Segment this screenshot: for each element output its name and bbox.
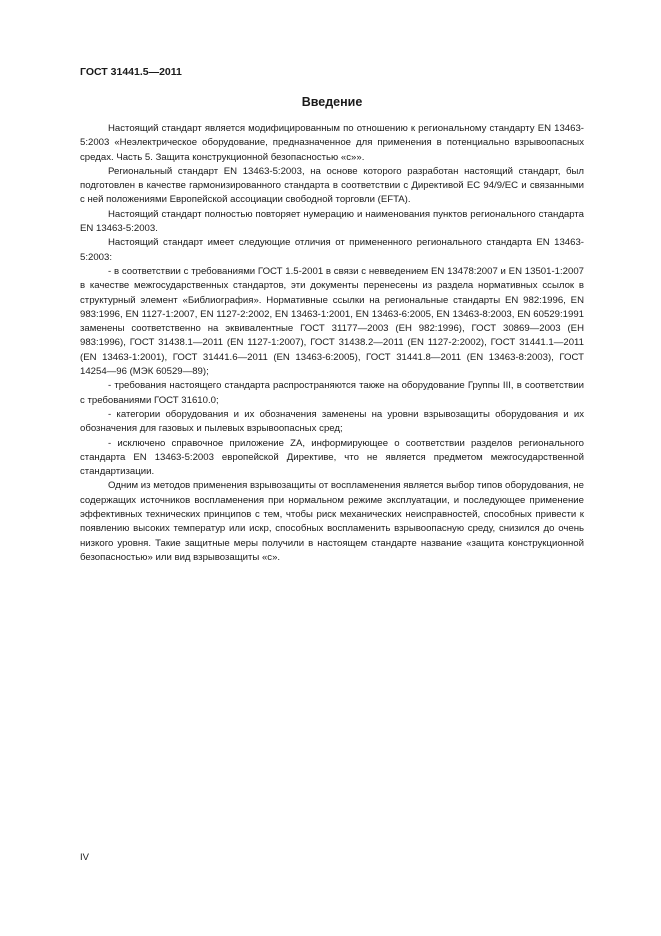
list-item-categories: - категории оборудования и их обозначения заменены на уровни взрывозащиты оборудования и их обозначения для газовых и пылевых взрывоопасных сред;	[80, 408, 584, 435]
paragraph-modification: Настоящий стандарт является модифицированным по отношению к региональному стандарту EN 13463-5:2003 «Неэлектрическое оборудование, предназначенное для применения в потенциально взрывоопасных средах. Часть 5. Защита конструкционной безопасностью «с»».	[80, 123, 584, 163]
document-header: ГОСТ 31441.5—2011	[80, 66, 182, 78]
paragraph-differences-intro: Настоящий стандарт имеет следующие отличия от примененного регионального стандарта EN 13463-5:2003:	[80, 237, 584, 263]
section-title: Введение	[301, 95, 363, 109]
document-body	[80, 122, 584, 565]
page-number: IV	[80, 852, 89, 863]
paragraph-protection-method: Одним из методов применения взрывозащиты от воспламенения является выбор типов оборудования, не содержащих источников воспламенения при нормальном режиме эксплуатации, и последующее применение эффективных технических принципов с тем, чтобы риск механических неисправностей, способных привести к появлению высоких температур или искр, способных воспламенить взрывоопасную среду, снизился до очень низкого уровня. Такие защитные меры получили в настоящем стандарте название «защита конструкционной безопасностью» или вид взрывозащиты «с».	[80, 480, 584, 563]
paragraph-numbering: Настоящий стандарт полностью повторяет нумерацию и наименования пунктов регионального стандарта EN 13463-5:2003.	[80, 208, 584, 235]
list-item-group-iii: - требования настоящего стандарта распространяются также на оборудование Группы III, в соответствии с требованиями ГОСТ 31610.0;	[80, 380, 584, 406]
paragraph-regional-standard: Региональный стандарт EN 13463-5:2003, на основе которого разработан настоящий стандарт, был подготовлен в качестве гармонизированного стандарта в соответствии с Директивой ЕС 94/9/ЕС и связанными с ней положениями Европейской ассоциации свободной торговли (EFTA).	[80, 165, 584, 206]
list-item-references: - в соответствии с требованиями ГОСТ 1.5-2001 в связи с невведением EN 13478:2007 и EN 13501-1:2007 в качестве межгосударственных стандартов, эти документы перенесены из раздела нормативных ссылок в структурный элемент «Библиография». Нормативные ссылки на региональные стандарты EN 982:1996, EN 983:1996, EN 1127-1:2007, EN 1127-2:2002, EN 13463-1:2001, EN 13463-6:2005, EN 13463-8:2003, EN 60529:1991 заменены соответственно на эквивалентные ГОСТ 31177—2003 (ЕН 982:1996), ГОСТ 30869—2003 (ЕН 983:1996), ГОСТ 31438.1—2011 (EN 1127-1:2007), ГОСТ 31438.2—2011 (EN 1127-2:2002), ГОСТ 31441.1—2011 (EN 13463-1:2001), ГОСТ 31441.6—2011 (EN 13463-6:2005), ГОСТ 31441.8—2011 (EN 13463-8:2003), ГОСТ 14254—96 (МЭК 60529—89);	[80, 265, 584, 378]
list-item-annex-za: - исключено справочное приложение ZA, информирующее о соответствии разделов регионального стандарта EN 13463-5:2003 европейской Директиве, что не является предметом межгосударственной стандартизации.	[80, 437, 584, 478]
